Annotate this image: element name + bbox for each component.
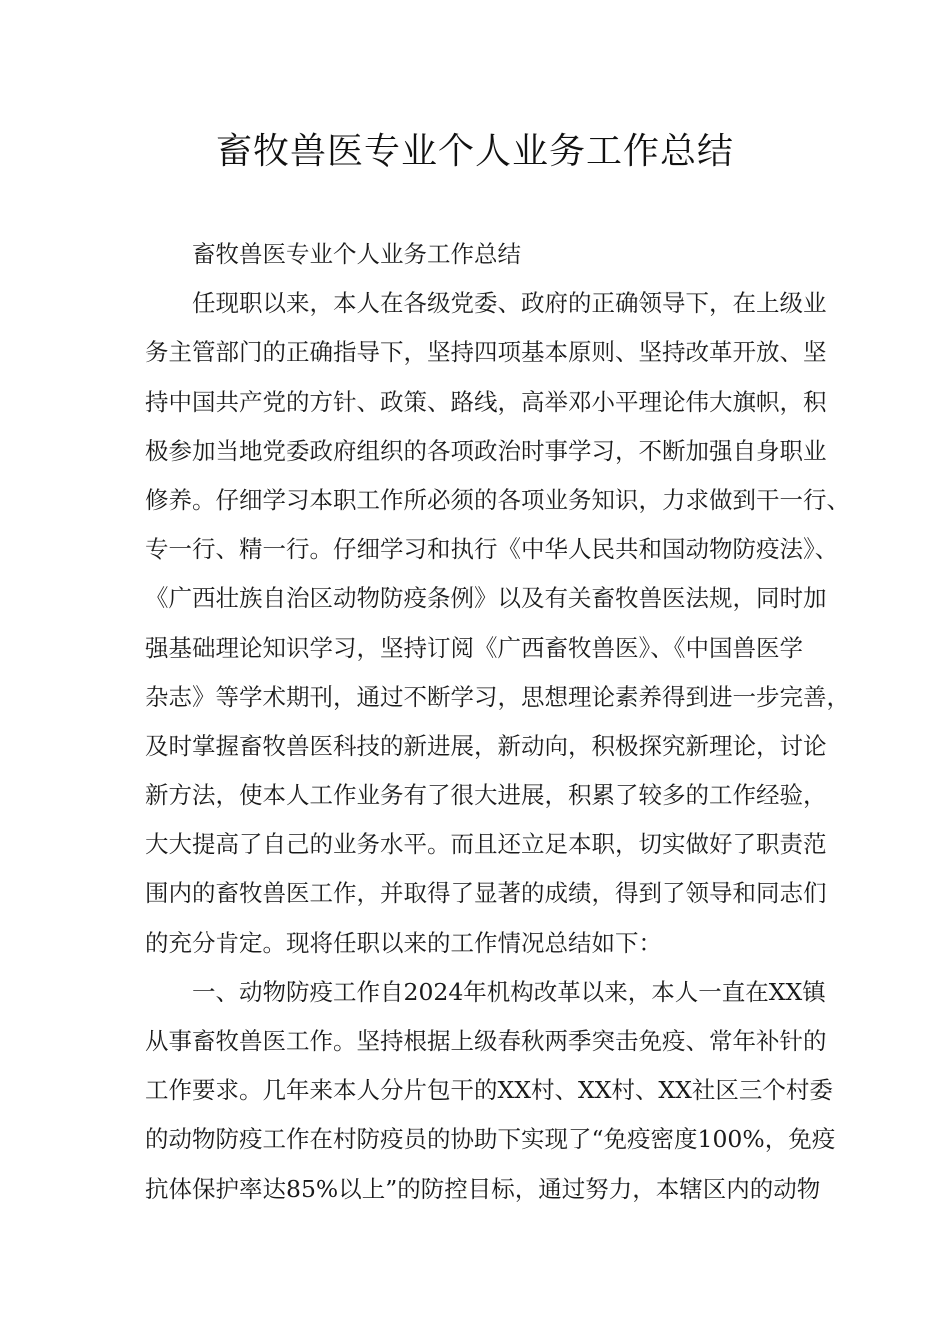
section-heading-line: 一、动物防疫工作自2024年机构改革以来，本人一直在XX镇 [192, 977, 826, 1006]
paragraph-line: 任现职以来，本人在各级党委、政府的正确领导下，在上级业 [192, 289, 827, 318]
paragraph-line: 从事畜牧兽医工作。坚持根据上级春秋两季突击免疫、常年补针的 [145, 1027, 827, 1055]
paragraph-line: 务主管部门的正确指导下，坚持四项基本原则、坚持改革开放、坚 [145, 338, 827, 367]
document-title: 畜牧兽医专业个人业务工作总结 [215, 131, 734, 172]
paragraph-line: 抗体保护率达85%以上”的防控目标，通过努力，本辖区内的动物 [145, 1174, 821, 1203]
paragraph-line: 修养。仔细学习本职工作所必须的各项业务知识，力求做到干一行、 [145, 485, 850, 514]
paragraph-line: 工作要求。几年来本人分片包干的XX村、XX村、XX社区三个村委 [145, 1076, 833, 1105]
paragraph-line: 持中国共产党的方针、政策、路线，高举邓小平理论伟大旗帜，积 [145, 387, 827, 416]
paragraph-line: 大大提高了自己的业务水平。而且还立足本职，切实做好了职责范 [145, 830, 827, 859]
paragraph-line: 专一行、精一行。仔细学习和执行《中华人民共和国动物防疫法》、 [145, 535, 839, 564]
paragraph-line: 极参加当地党委政府组织的各项政治时事学习，不断加强自身职业 [145, 436, 827, 465]
document-body [145, 230, 850, 1214]
paragraph-line: 杂志》等学术期刊，通过不断学习，思想理论素养得到进一步完善， [145, 682, 850, 711]
paragraph-line: 《广西壮族自治区动物防疫条例》以及有关畜牧兽医法规，同时加 [145, 584, 827, 613]
subtitle-line: 畜牧兽医专业个人业务工作总结 [192, 240, 521, 268]
paragraph-line: 围内的畜牧兽医工作，并取得了显著的成绩，得到了领导和同志们 [145, 879, 827, 908]
paragraph-line: 强基础理论知识学习，坚持订阅《广西畜牧兽医》、《中国兽医学 [145, 633, 803, 662]
paragraph-line: 新方法，使本人工作业务有了很大进展，积累了较多的工作经验， [145, 781, 827, 810]
paragraph-line: 的动物防疫工作在村防疫员的协助下实现了“免疫密度100%，免疫 [145, 1125, 836, 1154]
paragraph-line: 及时掌握畜牧兽医科技的新进展，新动向，积极探究新理论，讨论 [145, 731, 827, 760]
paragraph-line: 的充分肯定。现将任职以来的工作情况总结如下： [145, 928, 662, 957]
